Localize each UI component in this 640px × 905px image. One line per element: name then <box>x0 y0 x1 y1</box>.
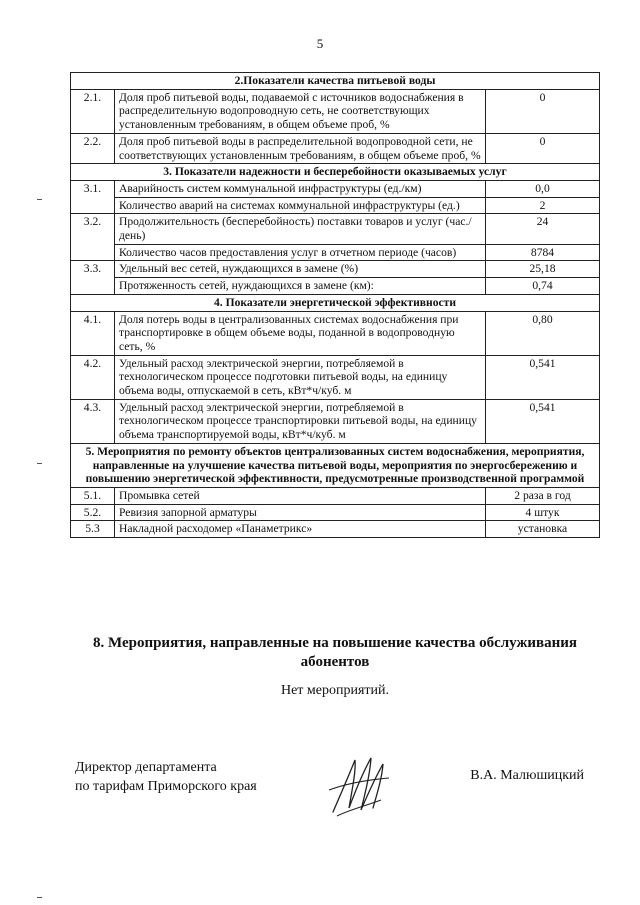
row-value: 2 <box>486 197 600 214</box>
table-row <box>71 521 600 538</box>
row-text: Доля проб питьевой воды в распределительной водопроводной сети, не соответствующих установленным требованиям, в общем объеме проб, % <box>115 133 486 163</box>
table-row <box>71 261 600 278</box>
row-text: Удельный вес сетей, нуждающихся в замене (%) <box>115 261 486 278</box>
row-number: 3.2. <box>71 214 115 261</box>
table-row <box>71 197 600 214</box>
section-4-title: 4. Показатели энергетической эффективности <box>71 294 600 311</box>
row-value: 2 раза в год <box>486 487 600 504</box>
row-text: Аварийность систем коммунальной инфраструктуры (ед./км) <box>115 180 486 197</box>
row-text: Продолжительность (бесперебойность) поставки товаров и услуг (час./день) <box>115 214 486 244</box>
row-value: 0,80 <box>486 311 600 355</box>
row-text: Количество аварий на системах коммунальной инфраструктуры (ед.) <box>115 197 486 214</box>
row-number: 4.2. <box>71 355 115 399</box>
section-header-row <box>71 443 600 487</box>
table-row <box>71 311 600 355</box>
margin-mark <box>37 199 42 200</box>
row-value: установка <box>486 521 600 538</box>
no-events-note: Нет мероприятий. <box>280 683 390 698</box>
row-text: Удельный расход электрической энергии, потребляемой в технологическом процессе подготовки питьевой воды, на единицу объема воды, отпускаемой в сеть, кВт*ч/куб. м <box>115 355 486 399</box>
position-line: по тарифам Приморского края <box>75 779 257 794</box>
table-row <box>71 244 600 261</box>
row-text: Удельный расход электрической энергии, потребляемой в технологическом процессе транспортировки питьевой воды, на единицу объема транспортируемой воды, кВт*ч/куб. м <box>115 399 486 443</box>
section-5-title: 5. Мероприятия по ремонту объектов централизованных систем водоснабжения, мероприятия, направленные на улучшение качества питьевой воды, мероприятия по энергосбережению и повышению энергетической эффективности, предусмотренные производственной программой <box>71 443 600 487</box>
section-2-title: 2.Показатели качества питьевой воды <box>71 73 600 90</box>
row-number: 2.2. <box>71 133 115 163</box>
row-value: 0,0 <box>486 180 600 197</box>
row-text: Накладной расходомер «Панаметрикс» <box>115 521 486 538</box>
margin-mark <box>37 463 42 464</box>
row-value: 0 <box>486 133 600 163</box>
row-value: 0,541 <box>486 399 600 443</box>
row-value: 0,74 <box>486 278 600 295</box>
row-number: 3.3. <box>71 261 115 294</box>
row-number: 4.3. <box>71 399 115 443</box>
table-row <box>71 214 600 244</box>
margin-mark <box>37 897 42 898</box>
row-text: Доля проб питьевой воды, подаваемой с источников водоснабжения в распределительную водопроводную сеть, не соответствующих установленным требованиям, в общем объеме проб, % <box>115 89 486 133</box>
row-value: 0,541 <box>486 355 600 399</box>
handwritten-signature <box>325 750 395 820</box>
table-row <box>71 504 600 521</box>
table-row <box>71 355 600 399</box>
row-number: 4.1. <box>71 311 115 355</box>
section-header-row <box>71 164 600 181</box>
row-text: Доля потерь воды в централизованных системах водоснабжения при транспортировке в общем объеме воды, поданной в водопроводную сеть, % <box>115 311 486 355</box>
table-row <box>71 487 600 504</box>
row-text: Ревизия запорной арматуры <box>115 504 486 521</box>
signatory-position <box>75 758 257 796</box>
signatory-name: В.А. Малюшицкий <box>470 768 584 783</box>
indicators-table <box>70 72 600 538</box>
section-3-title: 3. Показатели надежности и бесперебойности оказываемых услуг <box>71 164 600 181</box>
section-header-row <box>71 294 600 311</box>
row-number: 5.3 <box>71 521 115 538</box>
section-8-title: 8. Мероприятия, направленные на повышение качества обслуживания абонентов <box>92 635 577 670</box>
row-number: 5.2. <box>71 504 115 521</box>
row-value: 24 <box>486 214 600 244</box>
row-number: 3.1. <box>71 180 115 213</box>
row-value: 4 штук <box>486 504 600 521</box>
row-value: 0 <box>486 89 600 133</box>
position-line: Директор департамента <box>75 760 217 775</box>
row-number: 5.1. <box>71 487 115 504</box>
row-number: 2.1. <box>71 89 115 133</box>
row-text: Промывка сетей <box>115 487 486 504</box>
table-row <box>71 180 600 197</box>
table-row <box>71 278 600 295</box>
table-row <box>71 89 600 133</box>
row-text: Количество часов предоставления услуг в отчетном периоде (часов) <box>115 244 486 261</box>
section-header-row <box>71 73 600 90</box>
page-number: 5 <box>316 36 324 51</box>
row-value: 8784 <box>486 244 600 261</box>
row-value: 25,18 <box>486 261 600 278</box>
row-text: Протяженность сетей, нуждающихся в замене (км): <box>115 278 486 295</box>
table-row <box>71 399 600 443</box>
table-row <box>71 133 600 163</box>
